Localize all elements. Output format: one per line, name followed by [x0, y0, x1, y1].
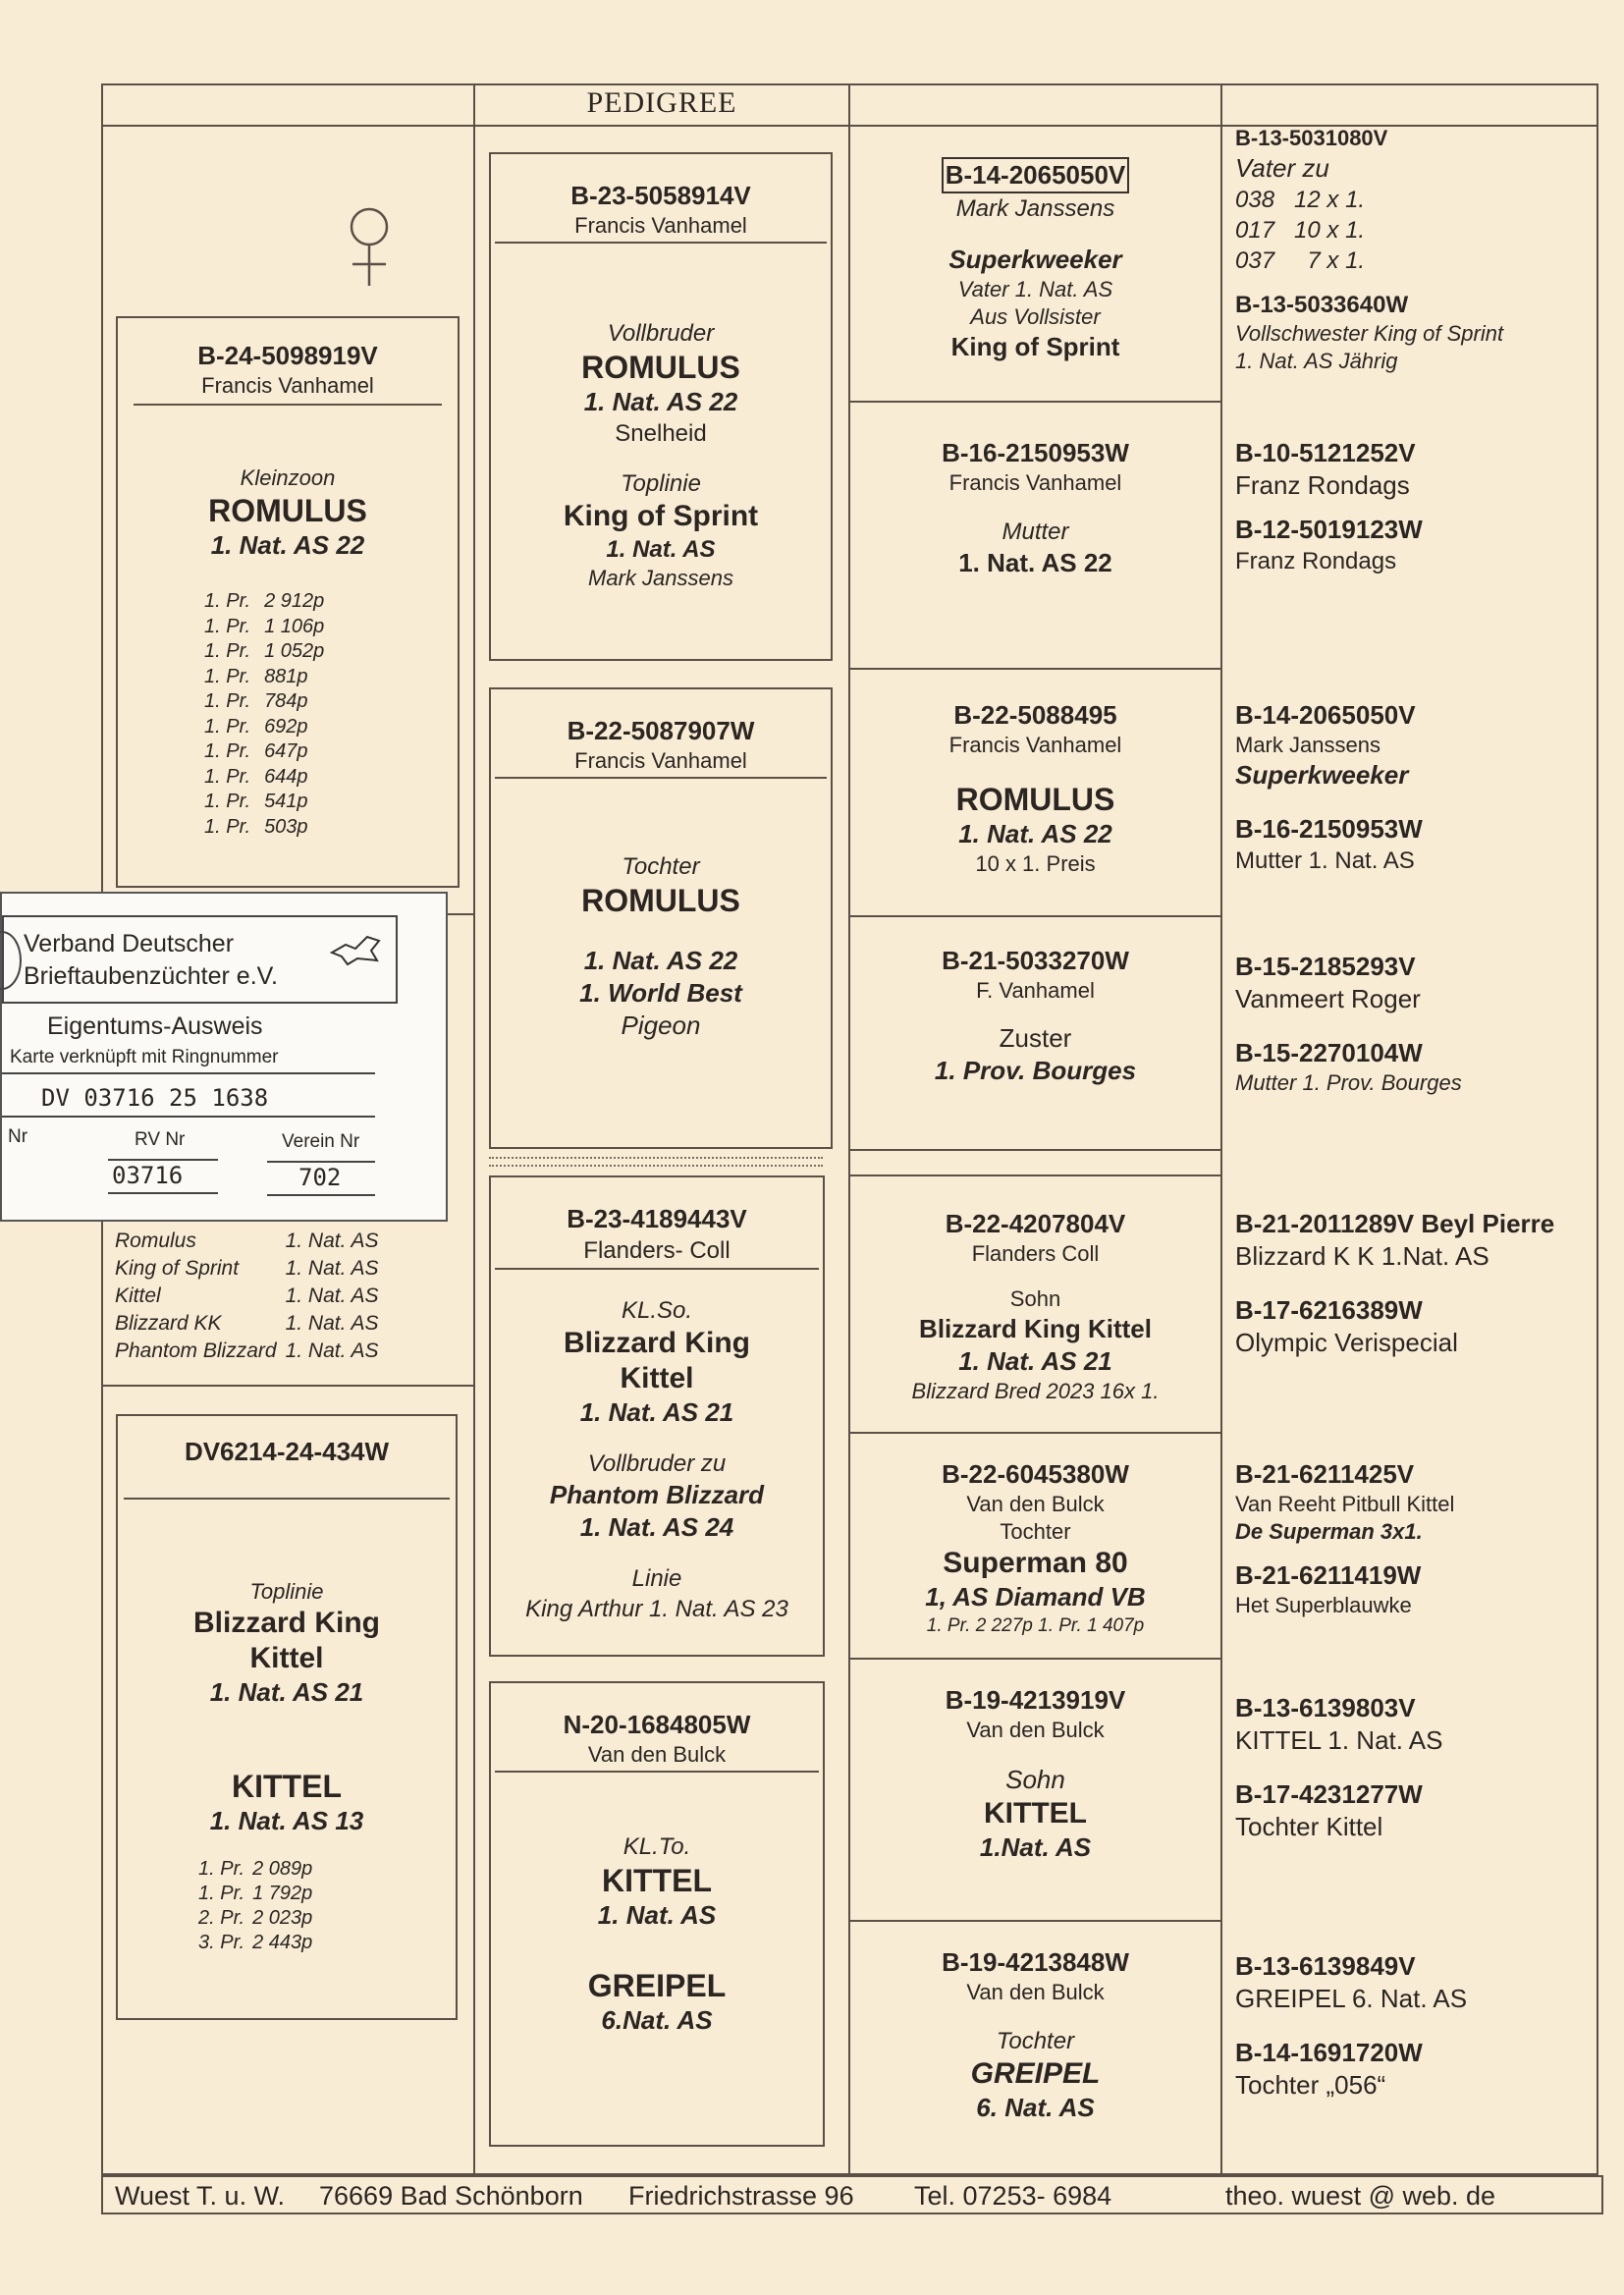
sticker-logo-icon	[0, 931, 22, 990]
sticker-org-line2: Brieftaubenzüchter e.V.	[24, 962, 278, 990]
col2-card-1-line-3: 1. Nat. AS 22	[583, 387, 738, 416]
result-row	[204, 715, 324, 740]
col4-cell-6-line-4: B-21-6211419W	[1235, 1560, 1422, 1590]
dam-name2: KITTEL	[232, 1769, 342, 1804]
col2-card-1-ring: B-23-5058914V	[570, 181, 751, 210]
col4-cell-7-line-4: Tochter Kittel	[1235, 1812, 1383, 1841]
col2-card-3-line-9: King Arthur 1. Nat. AS 23	[525, 1596, 788, 1622]
col2-card-4-line-2: KITTEL	[602, 1863, 712, 1898]
col4-cell-1-line-6: B-13-5033640W	[1235, 292, 1409, 318]
col3-cell-6-line-4: 1, AS Diamand VB	[925, 1582, 1146, 1612]
lineage-row-value: 1. Nat. AS	[285, 1229, 379, 1252]
dam-name-line2: Kittel	[249, 1642, 324, 1674]
col3-cell-5	[850, 1208, 1220, 1405]
col3-cell-1-line-4: Aus Vollsister	[970, 304, 1101, 329]
col2-card-3-line-6: Phantom Blizzard	[549, 1480, 765, 1509]
col4-cell-3-line-3: Superkweeker	[1235, 760, 1409, 790]
col3-cell-1-line-5: King of Sprint	[950, 332, 1120, 361]
col4-cell-5-line-4: Olympic Verispecial	[1235, 1328, 1458, 1357]
col4-cell-1-line-5: 037 7 x 1.	[1235, 247, 1366, 274]
subject-title: 1. Nat. AS 22	[210, 530, 365, 560]
result-row-label: 1. Pr.	[204, 615, 251, 637]
lineage-row-label: Phantom Blizzard	[115, 1339, 277, 1362]
sticker-rule-1	[2, 1072, 375, 1074]
col3-divider-2	[848, 668, 1222, 670]
page-title: PEDIGREE	[586, 86, 737, 119]
footer-name: Wuest T. u. W.	[115, 2181, 286, 2211]
col4-cell-8-line-4: Tochter „056“	[1235, 2070, 1386, 2100]
result-row-label: 1. Pr.	[204, 715, 251, 738]
col2-card-4-line-5: 6.Nat. AS	[601, 2005, 713, 2035]
col4-cell-6-line-3: De Superman 3x1.	[1235, 1519, 1423, 1544]
subject-breeder: Francis Vanhamel	[201, 373, 374, 398]
col3-cell-3-line-3: 1. Nat. AS 22	[958, 819, 1112, 848]
col2-card-3-breeder: Flanders- Coll	[583, 1237, 731, 1264]
col2-card-3-line-1: KL.So.	[621, 1297, 693, 1324]
col3-cell-4-line-1: F. Vanhamel	[976, 978, 1095, 1003]
sticker-doc-title: Eigentums-Ausweis	[47, 1012, 263, 1040]
col3-cell-5-line-1: Flanders Coll	[971, 1241, 1100, 1266]
result-row-value: 2 443p	[252, 1932, 313, 1953]
col2-card-4-line-4: GREIPEL	[587, 1968, 727, 2003]
result-row-label: 1. Pr.	[204, 590, 251, 612]
result-row-value: 1 052p	[264, 640, 325, 662]
col4-cell-6-line-1: B-21-6211425V	[1235, 1459, 1415, 1489]
col2-card-1-line-5: Toplinie	[621, 470, 701, 497]
sticker-col2-label: RV Nr	[135, 1129, 186, 1150]
col2-card-2	[489, 687, 833, 1149]
lineage-row	[114, 1310, 380, 1338]
col3-cell-5-line-4: 1. Nat. AS 21	[958, 1346, 1112, 1376]
dam-name-line1: Blizzard King	[192, 1607, 380, 1639]
result-row-label: 1. Pr.	[204, 765, 251, 788]
sticker-rule-5	[108, 1192, 218, 1194]
col3-cell-1	[850, 157, 1220, 363]
col3-cell-2-line-3: 1. Nat. AS 22	[958, 548, 1112, 577]
col4-cell-5-line-3: B-17-6216389W	[1235, 1295, 1423, 1325]
col3-cell-5-line-2: Sohn	[1009, 1286, 1061, 1311]
result-row	[204, 815, 324, 841]
col4-cell-1-line-2: Vater zu	[1235, 153, 1329, 183]
result-row-label: 1. Pr.	[204, 815, 251, 838]
dam-title1: 1. Nat. AS 21	[209, 1677, 364, 1707]
result-row-value: 647p	[264, 740, 308, 762]
lineage-row	[114, 1255, 380, 1283]
ownership-sticker	[0, 892, 448, 1222]
perforation-line	[489, 1157, 823, 1159]
col4-cell-3	[1235, 699, 1597, 876]
result-row-value: 784p	[264, 690, 308, 712]
col4-cell-1-line-3: 038 12 x 1.	[1235, 187, 1366, 213]
col2-card-3	[489, 1175, 825, 1657]
col4-cell-2-line-1: B-10-5121252V	[1235, 438, 1416, 467]
col2-card-3-line-4: 1. Nat. AS 21	[579, 1397, 734, 1427]
lineage-row	[114, 1283, 380, 1310]
col4-cell-8	[1235, 1950, 1597, 2102]
col3-cell-7-ring: B-19-4213919V	[945, 1685, 1126, 1715]
result-row	[198, 1906, 312, 1931]
sticker-ring-number: DV 03716 25 1638	[41, 1084, 269, 1112]
col3-cell-6-ring: B-22-6045380W	[942, 1459, 1129, 1489]
col2-card-1-line-4: Snelheid	[615, 420, 707, 447]
dam-results	[198, 1857, 312, 1955]
sticker-col3-label: Verein Nr	[282, 1131, 360, 1152]
col2-card-2-line-2: ROMULUS	[581, 883, 740, 918]
subject-relation: Kleinzoon	[240, 465, 336, 490]
col3-cell-5-line-5: Blizzard Bred 2023 16x 1.	[911, 1379, 1160, 1403]
col3-cell-6-line-3: Superman 80	[943, 1547, 1128, 1579]
female-symbol	[339, 201, 400, 290]
col3-cell-7-line-2: Sohn	[1005, 1765, 1065, 1794]
perforation-line-2	[489, 1165, 823, 1167]
col3-cell-8-line-1: Van den Bulck	[966, 1980, 1105, 2004]
result-row-label: 1. Pr.	[204, 640, 251, 662]
result-row	[198, 1882, 312, 1906]
footer-street: Friedrichstrasse 96	[628, 2181, 854, 2211]
col4-cell-7	[1235, 1692, 1597, 1843]
col2-card-1-line-8: Mark Janssens	[588, 566, 733, 590]
result-row	[204, 739, 324, 765]
col2-card-1-line-1: Vollbruder	[607, 320, 715, 347]
col4-cell-7-line-1: B-13-6139803V	[1235, 1693, 1416, 1722]
col2-card-2-line-3: 1. Nat. AS 22	[583, 946, 738, 975]
col4-cell-5-line-1: B-21-2011289V Beyl Pierre	[1235, 1209, 1555, 1238]
col4-cell-4-line-4: Mutter 1. Prov. Bourges	[1235, 1070, 1462, 1095]
col3-cell-8-ring: B-19-4213848W	[942, 1947, 1129, 1977]
col2-card-2-line-1: Tochter	[622, 853, 700, 880]
result-row-label: 1. Pr.	[198, 1858, 245, 1880]
col4-cell-1-line-4: 017 10 x 1.	[1235, 217, 1366, 244]
col4-cell-4-line-3: B-15-2270104W	[1235, 1038, 1423, 1067]
col3-cell-7-line-3: KITTEL	[984, 1797, 1087, 1830]
col3-cell-8	[850, 1946, 1220, 2124]
col4-cell-2-line-4: Franz Rondags	[1235, 548, 1397, 574]
col2-card-1	[489, 152, 833, 661]
dam-header	[124, 1436, 450, 1500]
col4-cell-5	[1235, 1208, 1597, 1359]
col2-card-1-breeder: Francis Vanhamel	[574, 213, 747, 238]
lineage-row-value: 1. Nat. AS	[285, 1312, 379, 1335]
col4-cell-8-line-2: GREIPEL 6. Nat. AS	[1235, 1984, 1468, 2013]
footer-city: 76669 Bad Schönborn	[319, 2181, 583, 2211]
col4-cell-5-line-2: Blizzard K K 1.Nat. AS	[1235, 1241, 1489, 1271]
col1-divider-2	[101, 1385, 473, 1387]
col2-card-3-line-3: Kittel	[620, 1362, 694, 1394]
sticker-org-line1: Verband Deutscher	[24, 930, 235, 957]
lineage-row-label: Romulus	[115, 1229, 196, 1252]
col3-cell-8-line-3: GREIPEL	[970, 2057, 1101, 2090]
col3-cell-6-line-5: 1. Pr. 2 227p 1. Pr. 1 407p	[926, 1615, 1145, 1636]
result-row-value: 881p	[264, 665, 308, 687]
col3-cell-3-ring: B-22-5088495	[953, 700, 1117, 730]
sticker-rv-nr: 03716	[112, 1162, 184, 1189]
result-row	[204, 639, 324, 665]
col3-cell-3-line-1: Francis Vanhamel	[948, 733, 1122, 757]
col3-cell-4-ring: B-21-5033270W	[942, 946, 1129, 975]
col4-cell-7-line-3: B-17-4231277W	[1235, 1779, 1423, 1809]
lineage-row	[114, 1228, 380, 1255]
col3-cell-3-line-4: 10 x 1. Preis	[975, 851, 1096, 876]
col3-divider-5	[848, 1175, 1222, 1176]
col2-card-4-breeder: Van den Bulck	[587, 1742, 727, 1767]
lineage-row-label: Blizzard KK	[115, 1312, 222, 1335]
col3-cell-6-line-1: Van den Bulck	[966, 1492, 1105, 1516]
result-row-value: 1 106p	[264, 615, 325, 637]
col4-cell-1	[1235, 125, 1597, 375]
result-row-label: 1. Pr.	[204, 665, 251, 687]
col4-cell-7-line-2: KITTEL 1. Nat. AS	[1235, 1725, 1443, 1755]
result-row	[198, 1931, 312, 1955]
result-row	[204, 589, 324, 615]
col4-cell-8-line-3: B-14-1691720W	[1235, 2038, 1423, 2067]
result-row	[198, 1857, 312, 1882]
col4-cell-6	[1235, 1458, 1597, 1619]
col4-cell-3-line-2: Mark Janssens	[1235, 733, 1380, 757]
sticker-org-box	[2, 915, 398, 1004]
result-row-value: 2 912p	[264, 590, 325, 612]
col2-card-3-line-2: Blizzard King	[563, 1327, 750, 1359]
result-row-value: 1 792p	[252, 1883, 313, 1904]
sticker-verein-nr: 702	[298, 1164, 342, 1191]
footer	[101, 2175, 1603, 2214]
col4-cell-1-line-7: Vollschwester King of Sprint	[1235, 321, 1504, 346]
result-row-value: 503p	[264, 815, 308, 838]
subject-card	[116, 316, 460, 888]
subject-ring: B-24-5098919V	[197, 341, 378, 370]
col2-card-3-line-5: Vollbruder zu	[587, 1450, 727, 1477]
result-row	[204, 689, 324, 715]
col3-cell-3	[850, 699, 1220, 878]
col3-cell-6	[850, 1458, 1220, 1638]
sticker-rule-2	[2, 1116, 375, 1118]
col3-divider-4	[848, 1149, 1222, 1151]
result-row	[204, 665, 324, 690]
lineage-row-value: 1. Nat. AS	[285, 1339, 379, 1362]
col3-cell-5-line-3: Blizzard King Kittel	[919, 1314, 1152, 1343]
col4-cell-3-line-4: B-16-2150953W	[1235, 814, 1423, 844]
col2-card-3-ring: B-23-4189443V	[567, 1204, 747, 1233]
col3-cell-2-line-2: Mutter	[1001, 519, 1069, 545]
col4-cell-1-line-8: 1. Nat. AS Jährig	[1235, 349, 1398, 373]
col2-card-1-line-6: King of Sprint	[563, 500, 759, 532]
col3-divider-6	[848, 1432, 1222, 1434]
col2-card-2-ring: B-22-5087907W	[567, 716, 755, 745]
lineage-row-label: King of Sprint	[115, 1257, 240, 1280]
dam-line: Toplinie	[249, 1579, 324, 1604]
col4-cell-3-line-1: B-14-2065050V	[1235, 700, 1416, 730]
col3-cell-7	[850, 1684, 1220, 1864]
col3-cell-4-line-3: 1. Prov. Bourges	[934, 1056, 1137, 1085]
col3-cell-6-line-2: Tochter	[1000, 1519, 1071, 1544]
col3-cell-2	[850, 437, 1220, 579]
col3-divider-8	[848, 1920, 1222, 1922]
result-row-label: 1. Pr.	[198, 1883, 245, 1904]
col3-divider-7	[848, 1658, 1222, 1660]
col3-divider-1	[848, 401, 1222, 403]
sticker-subtitle: Karte verknüpft mit Ringnummer	[10, 1047, 279, 1067]
footer-phone: Tel. 07253- 6984	[914, 2181, 1112, 2211]
col3-cell-1-line-2: Superkweeker	[948, 245, 1122, 274]
col4-cell-4	[1235, 951, 1597, 1097]
column-divider-1	[473, 83, 475, 2175]
col3-cell-8-line-2: Tochter	[996, 2028, 1075, 2054]
result-row-label: 1. Pr.	[204, 690, 251, 712]
col2-card-4	[489, 1681, 825, 2147]
column-divider-3	[1220, 83, 1222, 2175]
col4-cell-6-line-5: Het Superblauwke	[1235, 1593, 1412, 1617]
result-row-label: 3. Pr.	[198, 1932, 245, 1953]
col4-cell-2-line-3: B-12-5019123W	[1235, 515, 1423, 544]
pigeon-emblem-icon	[328, 931, 383, 970]
col2-card-4-ring: N-20-1684805W	[563, 1710, 751, 1739]
result-row-label: 1. Pr.	[204, 791, 251, 812]
col2-card-3-line-8: Linie	[631, 1565, 682, 1592]
col3-cell-1-line-3: Vater 1. Nat. AS	[957, 277, 1113, 301]
result-row-value: 541p	[264, 791, 308, 812]
subject-results	[204, 589, 324, 840]
result-row-value: 2 089p	[252, 1858, 313, 1880]
col2-card-1-line-2: ROMULUS	[581, 350, 740, 385]
col4-cell-1-line-1: B-13-5031080V	[1235, 126, 1388, 150]
dam-ring: DV6214-24-434W	[184, 1437, 390, 1466]
col3-cell-3-line-2: ROMULUS	[955, 782, 1115, 817]
subject-lineage	[114, 1228, 380, 1365]
col4-cell-2	[1235, 437, 1597, 576]
result-row-label: 2. Pr.	[198, 1907, 245, 1929]
subject-header	[134, 340, 442, 406]
col3-cell-2-ring: B-16-2150953W	[942, 438, 1129, 467]
col3-cell-4-line-2: Zuster	[999, 1023, 1072, 1053]
result-row	[204, 615, 324, 640]
lineage-row-label: Kittel	[115, 1284, 161, 1307]
lineage-row-value: 1. Nat. AS	[285, 1284, 379, 1307]
result-row-label: 1. Pr.	[204, 740, 251, 762]
dam-title2: 1. Nat. AS 13	[209, 1806, 364, 1835]
col2-card-2-line-4: 1. World Best	[579, 978, 742, 1008]
result-row-value: 692p	[264, 715, 308, 738]
lineage-row	[114, 1338, 380, 1365]
col2-card-3-line-7: 1. Nat. AS 24	[579, 1512, 734, 1542]
sticker-col1-label: Nr	[8, 1126, 28, 1147]
col2-card-1-line-7: 1. Nat. AS	[606, 536, 716, 563]
result-row-value: 2 023p	[252, 1907, 313, 1929]
col4-cell-8-line-1: B-13-6139849V	[1235, 1951, 1416, 1981]
subject-name: ROMULUS	[208, 493, 367, 528]
lineage-row-value: 1. Nat. AS	[285, 1257, 379, 1280]
col3-cell-1-line-1: Mark Janssens	[955, 195, 1115, 222]
col4-cell-4-line-2: Vanmeert Roger	[1235, 984, 1421, 1013]
col3-cell-7-line-4: 1.Nat. AS	[979, 1832, 1092, 1862]
sticker-rule-6	[267, 1194, 375, 1196]
col3-cell-4	[850, 945, 1220, 1087]
col4-cell-3-line-5: Mutter 1. Nat. AS	[1235, 847, 1415, 874]
col4-cell-6-line-2: Van Reeht Pitbull Kittel	[1235, 1492, 1455, 1516]
col4-cell-2-line-2: Franz Rondags	[1235, 470, 1410, 500]
col3-cell-2-line-1: Francis Vanhamel	[948, 470, 1122, 495]
col3-cell-8-line-4: 6. Nat. AS	[976, 2093, 1095, 2122]
col3-cell-7-line-1: Van den Bulck	[966, 1718, 1105, 1742]
result-row-value: 644p	[264, 765, 308, 788]
col3-cell-1-ring: B-14-2065050V	[942, 157, 1130, 193]
result-row	[204, 790, 324, 815]
col3-cell-5-ring: B-22-4207804V	[945, 1209, 1126, 1238]
col4-cell-4-line-1: B-15-2185293V	[1235, 952, 1416, 981]
footer-email: theo. wuest @ web. de	[1225, 2181, 1496, 2211]
col2-card-2-breeder: Francis Vanhamel	[574, 748, 747, 773]
col3-divider-3	[848, 915, 1222, 917]
dam-card	[116, 1414, 458, 2020]
col2-card-2-line-5: Pigeon	[621, 1011, 701, 1040]
col2-card-4-line-1: KL.To.	[623, 1833, 691, 1860]
result-row	[204, 765, 324, 791]
col2-card-4-line-3: 1. Nat. AS	[597, 1900, 717, 1930]
